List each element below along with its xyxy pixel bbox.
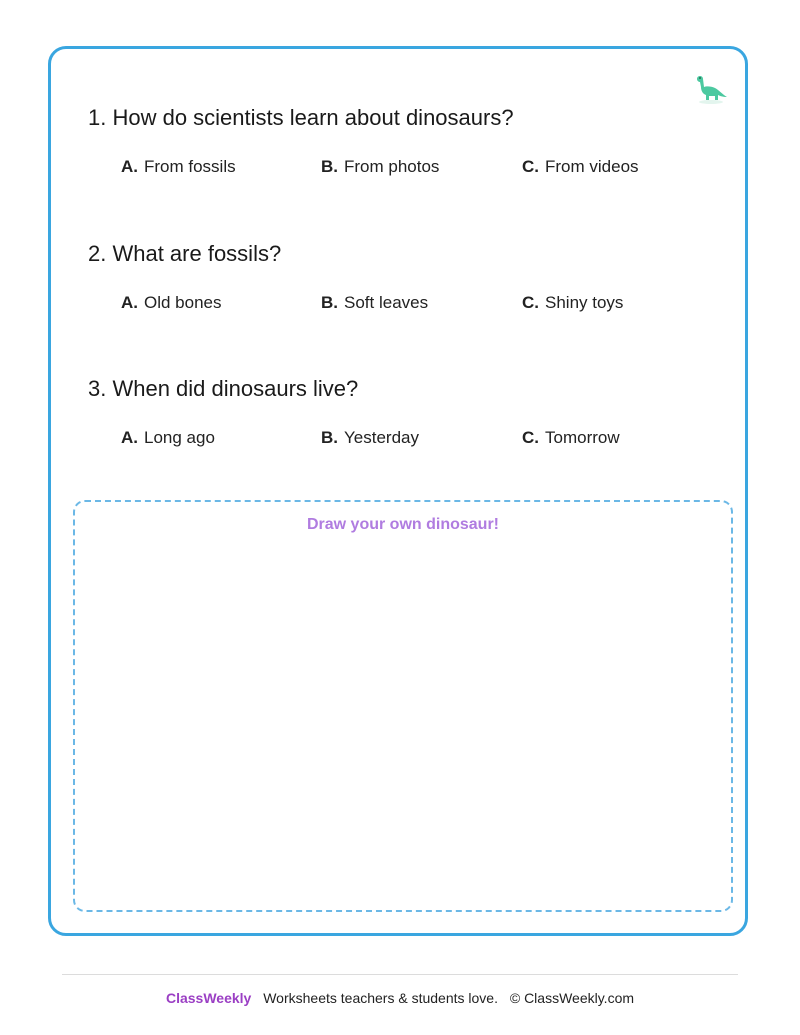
question-text: 1. How do scientists learn about dinosaurs? xyxy=(88,105,514,130)
answer-option-c[interactable]: C. Shiny toys xyxy=(522,293,624,312)
brand-name: ClassWeekly xyxy=(165,990,252,1006)
worksheet-card xyxy=(48,46,748,936)
drawing-area-title: Draw your own dinosaur! xyxy=(306,516,499,533)
dinosaur-icon xyxy=(691,73,729,105)
drawing-area[interactable] xyxy=(73,500,733,912)
question-1 xyxy=(88,105,639,181)
answer-option-c[interactable]: C. From videos xyxy=(522,157,639,176)
answer-option-b[interactable]: B. From photos xyxy=(321,157,440,176)
question-2 xyxy=(88,241,624,317)
footer xyxy=(0,990,800,1006)
question-text: 2. What are fossils? xyxy=(88,241,282,266)
answer-option-b[interactable]: B. Soft leaves xyxy=(321,293,429,312)
answer-option-a[interactable]: A. Old bones xyxy=(121,293,222,312)
answer-option-c[interactable]: C. Tomorrow xyxy=(522,428,620,447)
footer-tagline: Worksheets teachers & students love. xyxy=(263,990,498,1006)
answer-options xyxy=(88,293,624,317)
answer-option-a[interactable]: A. From fossils xyxy=(121,157,236,176)
question-3 xyxy=(88,376,620,452)
answer-option-a[interactable]: A. Long ago xyxy=(121,428,215,447)
question-text: 3. When did dinosaurs live? xyxy=(88,376,359,401)
answer-options xyxy=(88,428,620,452)
answer-option-b[interactable]: B. Yesterday xyxy=(321,428,419,447)
footer-copyright: © ClassWeekly.com xyxy=(509,990,635,1006)
answer-options xyxy=(88,157,639,181)
footer-divider xyxy=(62,974,738,975)
